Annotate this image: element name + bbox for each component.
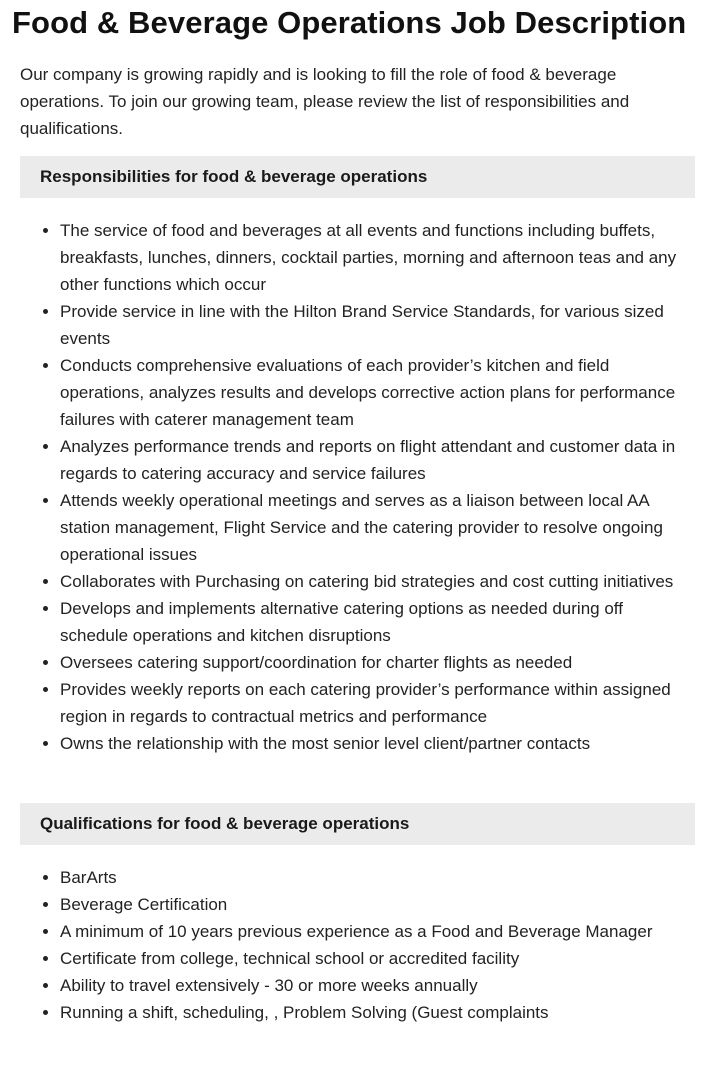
page-title: Food & Beverage Operations Job Description (12, 5, 687, 40)
qualifications-list (20, 864, 695, 1026)
list-item: • Ability to travel extensively - 30 or more weeks annually (60, 972, 695, 999)
list-item: • Beverage Certification (60, 891, 695, 918)
qualifications-heading: Qualifications for food & beverage operations (20, 803, 695, 845)
list-item: • Owns the relationship with the most senior level client/partner contacts (60, 730, 695, 757)
list-item: • Provides weekly reports on each catering provider’s performance within assigned region in regards to contractual metrics and performance (60, 676, 695, 730)
list-item: • Develops and implements alternative catering options as needed during off schedule operations and kitchen disruptions (60, 595, 695, 649)
list-item: • BarArts (60, 864, 695, 891)
list-item: • Oversees catering support/coordination for charter flights as needed (60, 649, 695, 676)
intro-paragraph: Our company is growing rapidly and is looking to fill the role of food & beverage operations. To join our growing team, please review the list of responsibilities and qualifications. (20, 65, 630, 138)
list-item: • Conducts comprehensive evaluations of each provider’s kitchen and field operations, analyzes results and develops corrective action plans for performance failures with caterer management team (60, 352, 695, 433)
list-item: • Analyzes performance trends and reports on flight attendant and customer data in regards to catering accuracy and service failures (60, 433, 695, 487)
list-item: • Certificate from college, technical school or accredited facility (60, 945, 695, 972)
responsibilities-heading: Responsibilities for food & beverage operations (20, 156, 695, 198)
list-item: • A minimum of 10 years previous experience as a Food and Beverage Manager (60, 918, 695, 945)
responsibilities-list (20, 217, 695, 757)
list-item: • Attends weekly operational meetings and serves as a liaison between local AA station management, Flight Service and the catering provider to resolve ongoing operational issues (60, 487, 695, 568)
list-item: • The service of food and beverages at all events and functions including buffets, breakfasts, lunches, dinners, cocktail parties, morning and afternoon teas and any other functions which occur (60, 217, 695, 298)
list-item: • Provide service in line with the Hilton Brand Service Standards, for various sized events (60, 298, 695, 352)
list-item: • Running a shift, scheduling, , Problem Solving (Guest complaints (60, 999, 695, 1026)
list-item: • Collaborates with Purchasing on catering bid strategies and cost cutting initiatives (60, 568, 695, 595)
